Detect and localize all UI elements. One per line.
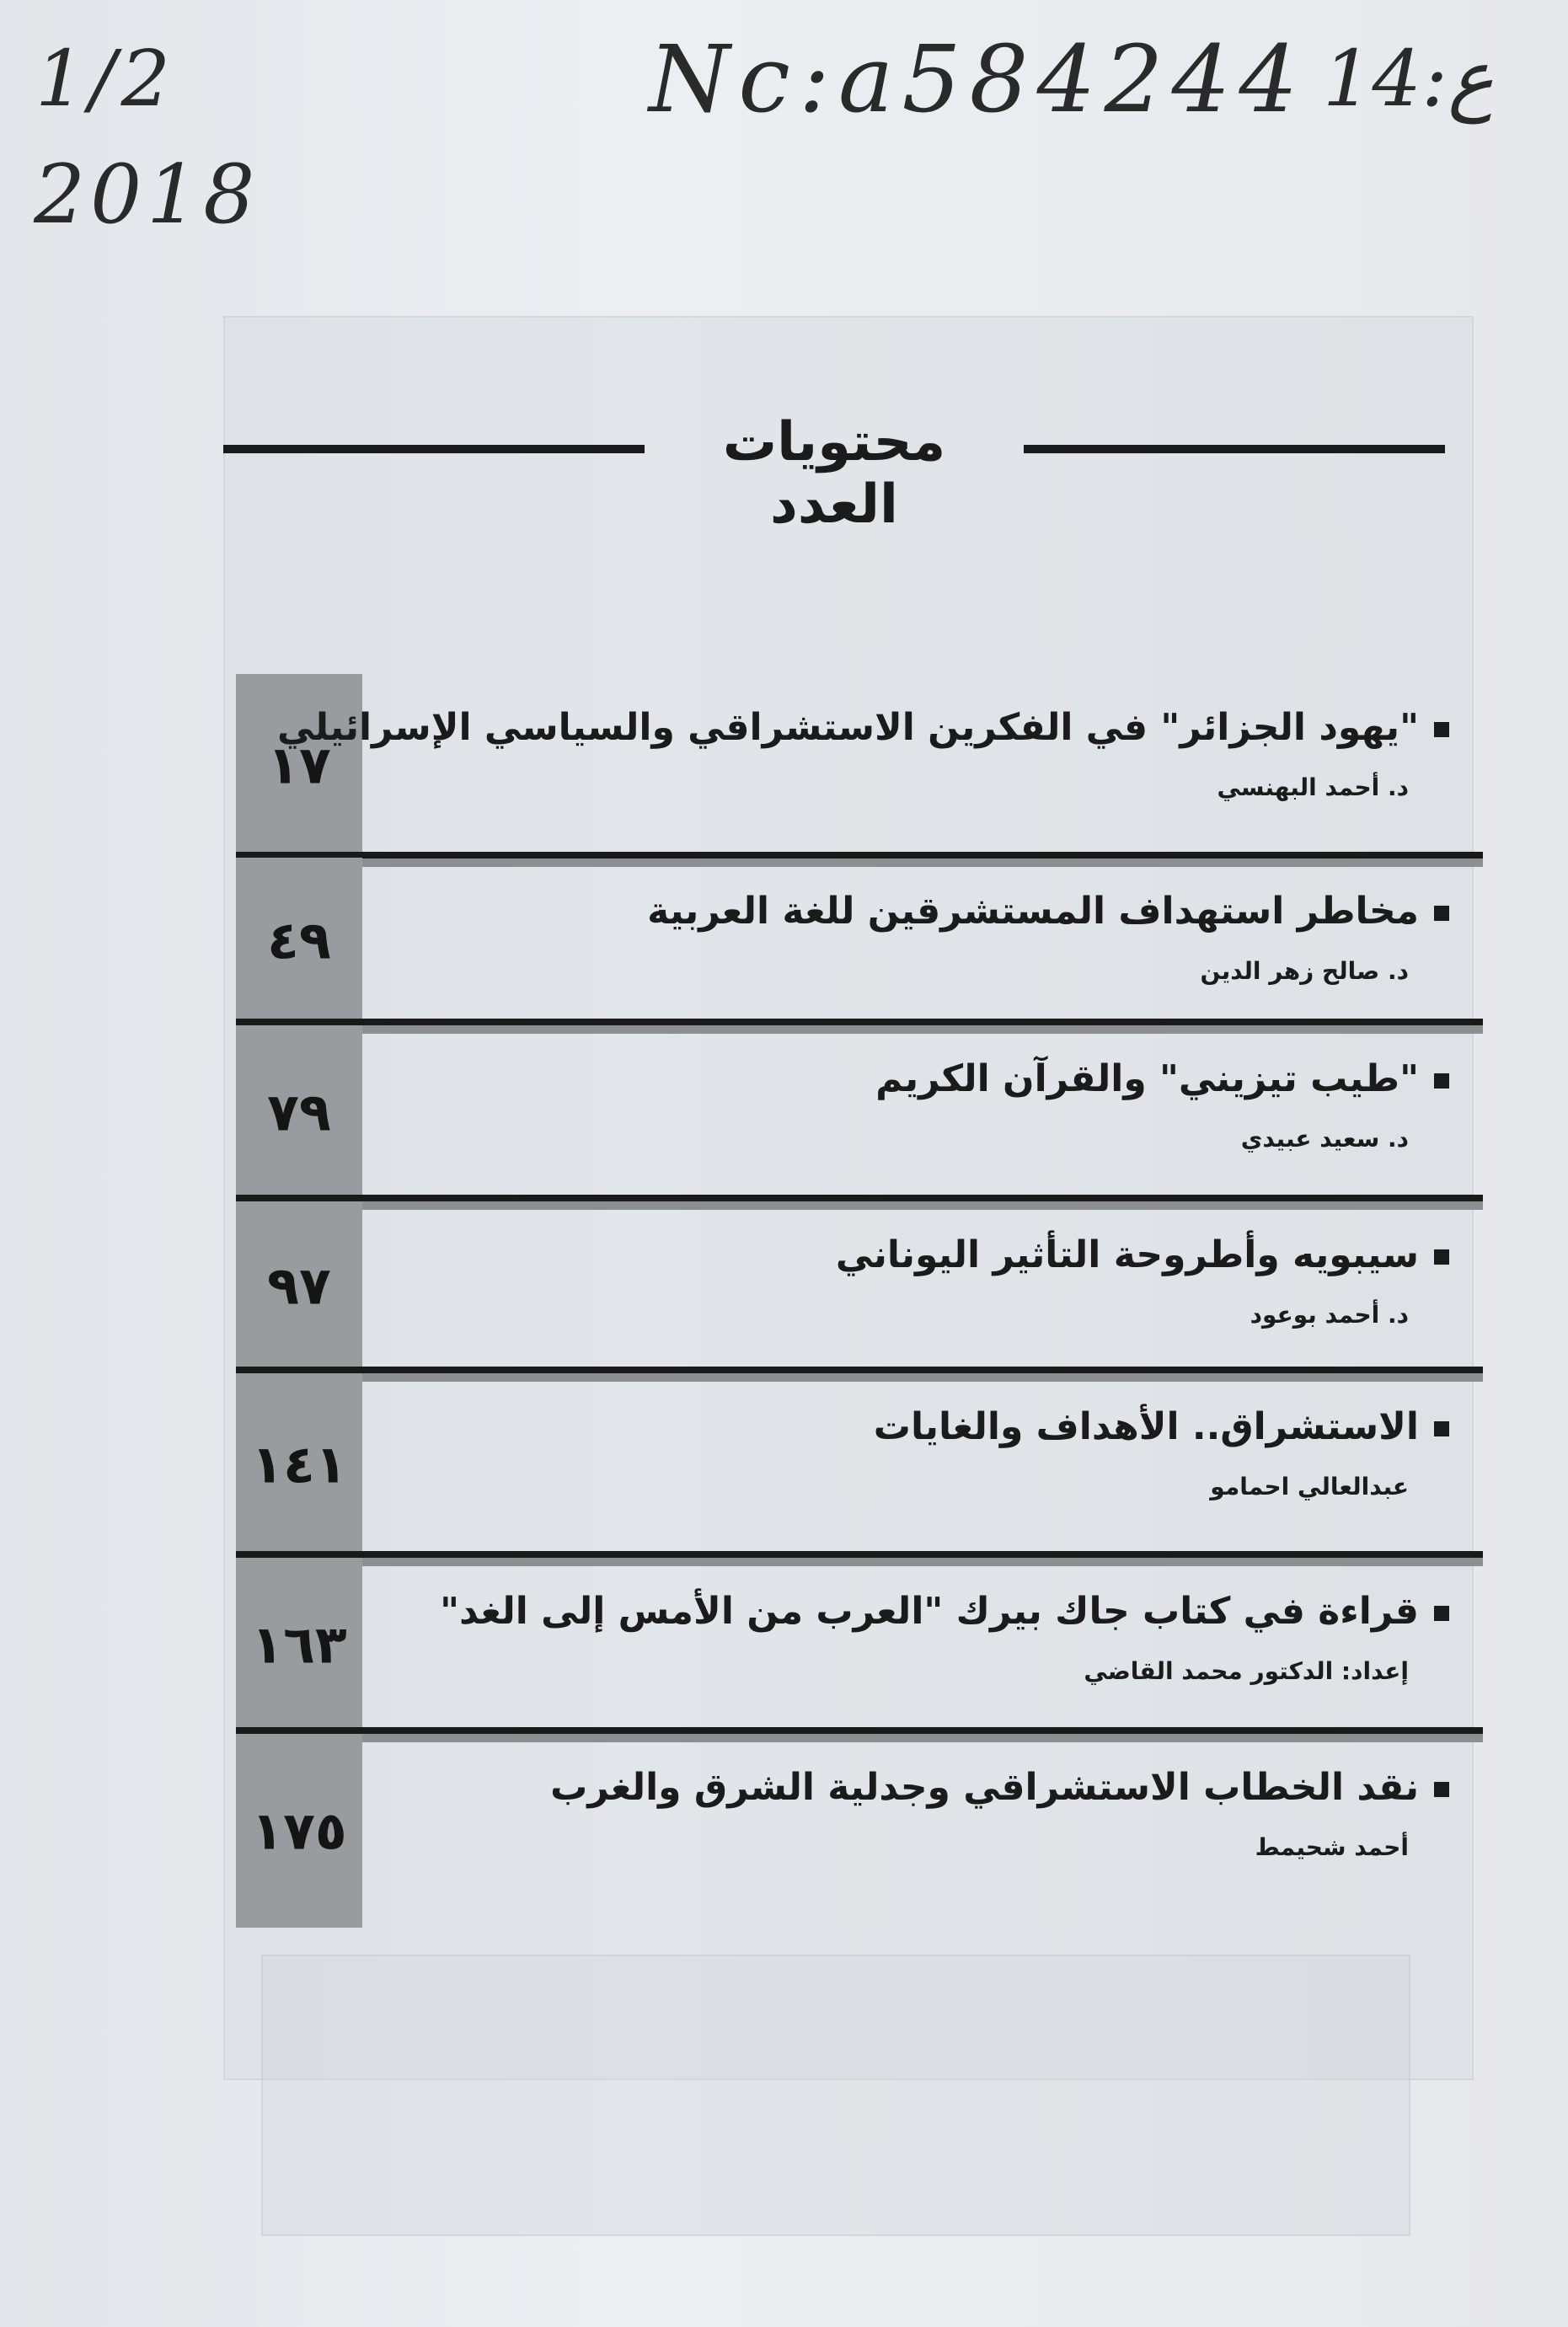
entry-title: الاستشراق.. الأهداف والغايات [396, 1405, 1449, 1448]
toc-entry[interactable] [236, 1201, 1483, 1370]
handwritten-issue-number: 14:ع [1323, 34, 1494, 124]
bullet-icon [1434, 1606, 1449, 1621]
page-number-box [236, 1558, 362, 1731]
page-number-box [236, 1734, 362, 1928]
entry-author: أحمد شحيمط [1255, 1833, 1409, 1861]
bullet-icon [1434, 1782, 1449, 1797]
page-number: ٩٧ [267, 1254, 331, 1317]
page-number: ١٧٥ [251, 1800, 347, 1862]
entry-title: سيبويه وأطروحة التأثير اليوناني [396, 1233, 1449, 1276]
page-number-box [236, 1201, 362, 1370]
handwritten-note: 1/2 [35, 34, 176, 124]
bullet-icon [1434, 1249, 1449, 1265]
entry-title: نقد الخطاب الاستشراقي وجدلية الشرق والغرب [396, 1766, 1449, 1809]
entry-author: د. سعيد عبيدي [1240, 1125, 1409, 1153]
entry-author: إعداد: الدكتور محمد القاضي [1084, 1657, 1409, 1685]
entry-title: مخاطر استهداف المستشرقين للغة العربية [396, 890, 1449, 933]
page-number: ٤٩ [267, 909, 331, 971]
entry-author: د. أحمد البهنسي [1217, 773, 1409, 801]
page-number-box [236, 1373, 362, 1554]
page-number-box [236, 1025, 362, 1198]
title-rule-left [223, 445, 645, 453]
bullet-icon [1434, 1073, 1449, 1089]
bullet-icon [1434, 722, 1449, 737]
toc-entry[interactable] [236, 674, 1483, 855]
toc-entry[interactable] [236, 1558, 1483, 1731]
entry-title: "طيب تيزيني" والقرآن الكريم [396, 1057, 1449, 1100]
page-number-box [236, 674, 362, 855]
entry-title: قراءة في كتاب جاك بيرك "العرب من الأمس إلى الغد" [396, 1590, 1449, 1633]
toc-entry[interactable] [236, 1025, 1483, 1198]
toc-entry[interactable] [236, 1373, 1483, 1554]
bullet-icon [1434, 1421, 1449, 1436]
bullet-icon [1434, 906, 1449, 921]
toc-entry[interactable] [236, 1734, 1483, 1928]
entry-title: "يهود الجزائر" في الفكرين الاستشراقي والسياسي الإسرائيلي [396, 706, 1449, 749]
toc-entry[interactable] [236, 858, 1483, 1022]
page-number-box [236, 858, 362, 1022]
page-title: محتويات العدد [722, 411, 946, 536]
page-number: ١٦٣ [251, 1613, 347, 1675]
show-through-footer [261, 1955, 1410, 2236]
handwritten-year: 2018 [34, 147, 260, 242]
entry-author: عبدالعالي احمامو [1210, 1473, 1409, 1501]
page-number: ١٧ [267, 734, 331, 795]
handwritten-catalog-number: Nc:a584244 [649, 25, 1307, 133]
title-rule-right [1024, 445, 1445, 453]
page-number: ٧٩ [267, 1081, 331, 1142]
entry-author: د. صالح زهر الدين [1200, 957, 1409, 985]
entry-author: د. أحمد بوعود [1250, 1301, 1409, 1329]
page-number: ١٤١ [251, 1433, 347, 1495]
